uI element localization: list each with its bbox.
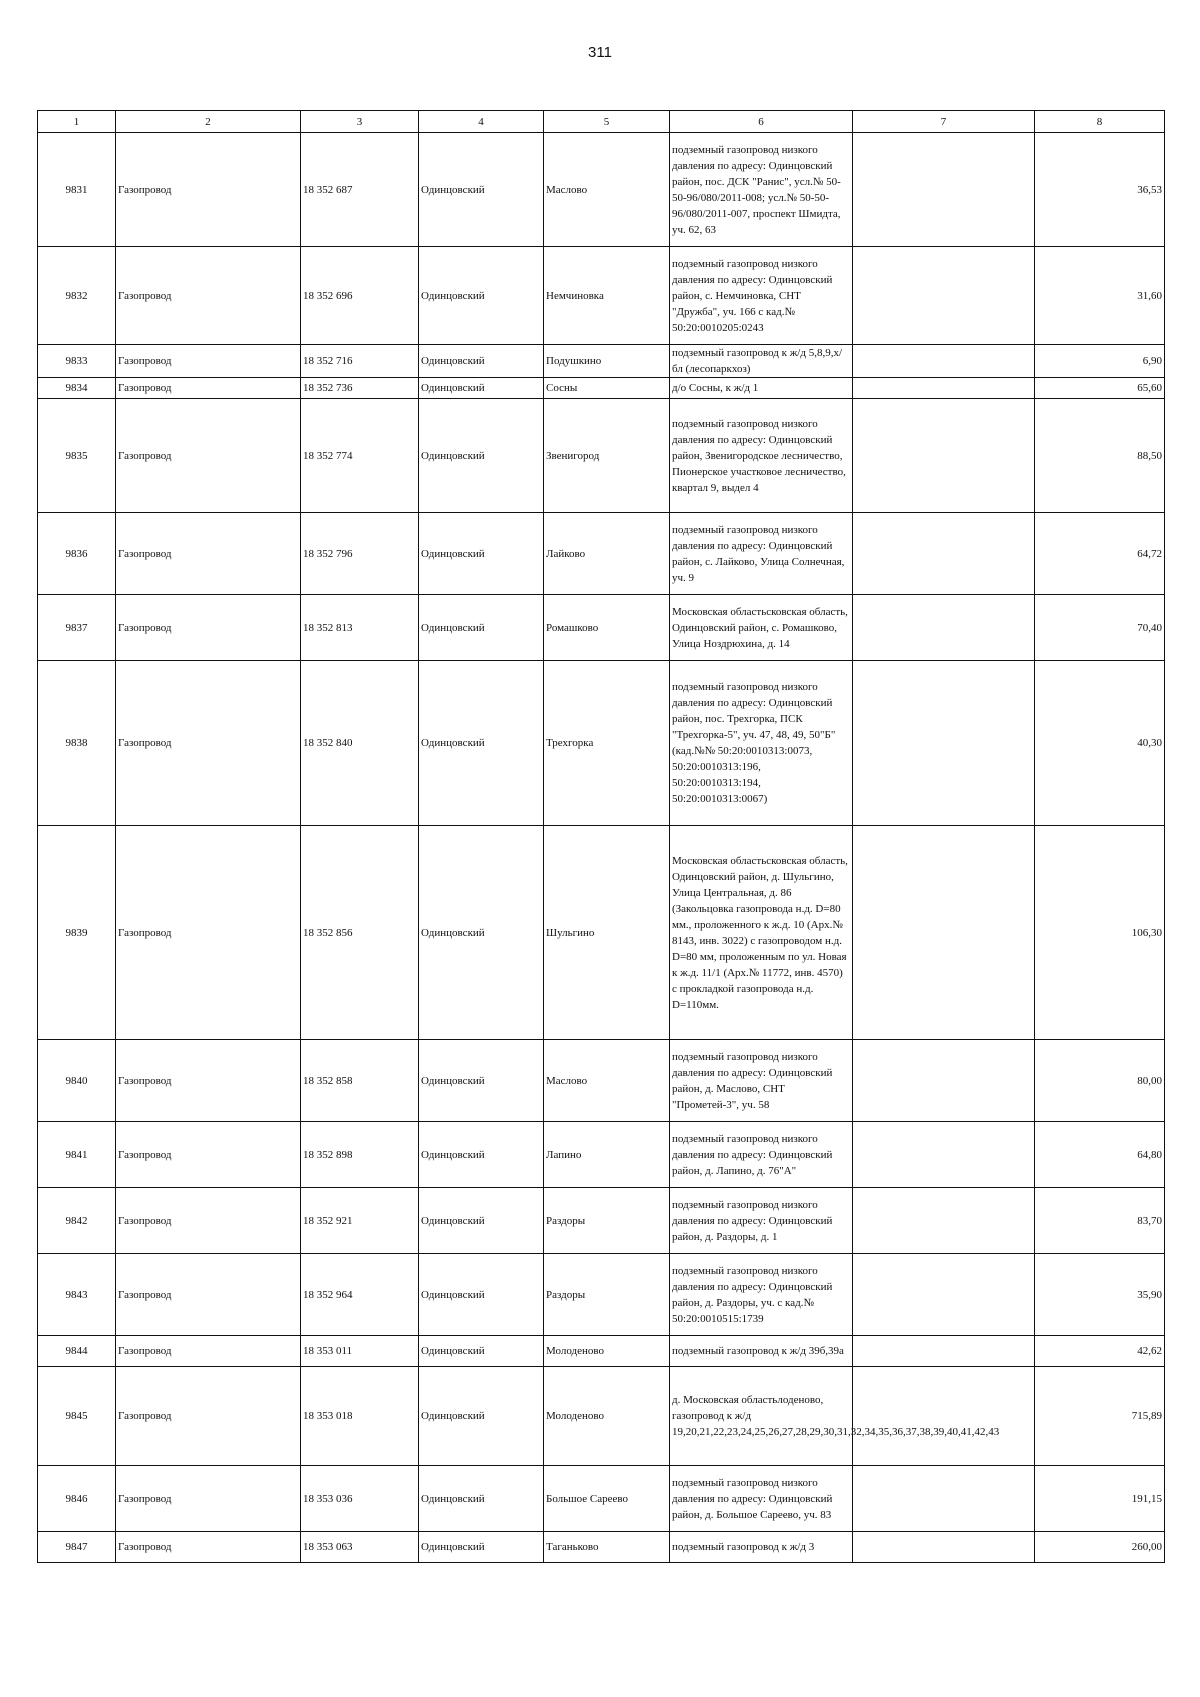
object-name-cell: Газопровод xyxy=(116,513,301,595)
object-name-cell: Газопровод xyxy=(116,826,301,1040)
table-row xyxy=(38,513,1165,595)
inventory-number-cell: 18 352 716 xyxy=(301,345,419,378)
inventory-number-cell: 18 352 858 xyxy=(301,1040,419,1122)
object-name-cell: Газопровод xyxy=(116,1122,301,1188)
object-name-cell: Газопровод xyxy=(116,1532,301,1563)
district-cell: Одинцовский xyxy=(419,1254,544,1336)
table-row xyxy=(38,1040,1165,1122)
address-cell: д/о Сосны, к ж/д 1 xyxy=(670,378,853,399)
inventory-number-cell: 18 352 840 xyxy=(301,661,419,826)
locality-cell: Большое Сареево xyxy=(544,1466,670,1532)
object-name-cell: Газопровод xyxy=(116,247,301,345)
district-cell: Одинцовский xyxy=(419,1188,544,1254)
table-row xyxy=(38,1122,1165,1188)
address-cell: подземный газопровод низкого давления по адресу: Одинцовский район, д. Раздоры, д. 1 xyxy=(670,1188,853,1254)
row-number-cell: 9836 xyxy=(38,513,116,595)
object-name-cell: Газопровод xyxy=(116,345,301,378)
row-number-cell: 9837 xyxy=(38,595,116,661)
locality-cell: Молоденово xyxy=(544,1336,670,1367)
empty-cell xyxy=(853,247,1035,345)
length-cell: 64,80 xyxy=(1035,1122,1165,1188)
district-cell: Одинцовский xyxy=(419,1122,544,1188)
locality-cell: Молоденово xyxy=(544,1367,670,1466)
inventory-number-cell: 18 352 813 xyxy=(301,595,419,661)
locality-cell: Раздоры xyxy=(544,1254,670,1336)
locality-cell: Звенигород xyxy=(544,399,670,513)
empty-cell xyxy=(853,1254,1035,1336)
locality-cell: Лапино xyxy=(544,1122,670,1188)
empty-cell xyxy=(853,1040,1035,1122)
table-row xyxy=(38,826,1165,1040)
inventory-number-cell: 18 352 856 xyxy=(301,826,419,1040)
length-cell: 65,60 xyxy=(1035,378,1165,399)
address-cell: подземный газопровод низкого давления по адресу: Одинцовский район, д. Раздоры, уч. с кад.№ 50:20:0010515:1739 xyxy=(670,1254,853,1336)
row-number-cell: 9833 xyxy=(38,345,116,378)
address-cell: подземный газопровод к ж/д 5,8,9,х/бл (лесопаркхоз) xyxy=(670,345,853,378)
length-cell: 80,00 xyxy=(1035,1040,1165,1122)
object-name-cell: Газопровод xyxy=(116,1254,301,1336)
table-row xyxy=(38,1466,1165,1532)
gas-pipeline-registry-table xyxy=(37,110,1165,1563)
table-row xyxy=(38,399,1165,513)
inventory-number-cell: 18 352 964 xyxy=(301,1254,419,1336)
inventory-number-cell: 18 353 063 xyxy=(301,1532,419,1563)
inventory-number-cell: 18 353 018 xyxy=(301,1367,419,1466)
address-cell: подземный газопровод низкого давления по адресу: Одинцовский район, с. Лайково, Улица Солнечная, уч. 9 xyxy=(670,513,853,595)
header-cell: 5 xyxy=(544,111,670,133)
district-cell: Одинцовский xyxy=(419,399,544,513)
row-number-cell: 9847 xyxy=(38,1532,116,1563)
inventory-number-cell: 18 352 687 xyxy=(301,133,419,247)
header-cell: 6 xyxy=(670,111,853,133)
locality-cell: Ромашково xyxy=(544,595,670,661)
district-cell: Одинцовский xyxy=(419,513,544,595)
length-cell: 83,70 xyxy=(1035,1188,1165,1254)
empty-cell xyxy=(853,133,1035,247)
row-number-cell: 9843 xyxy=(38,1254,116,1336)
district-cell: Одинцовский xyxy=(419,595,544,661)
length-cell: 106,30 xyxy=(1035,826,1165,1040)
inventory-number-cell: 18 352 796 xyxy=(301,513,419,595)
locality-cell: Трехгорка xyxy=(544,661,670,826)
empty-cell xyxy=(853,826,1035,1040)
table-row xyxy=(38,133,1165,247)
inventory-number-cell: 18 353 036 xyxy=(301,1466,419,1532)
empty-cell xyxy=(853,399,1035,513)
row-number-cell: 9840 xyxy=(38,1040,116,1122)
address-cell: подземный газопровод низкого давления по адресу: Одинцовский район, д. Маслово, СНТ "Прометей-3", уч. 58 xyxy=(670,1040,853,1122)
length-cell: 6,90 xyxy=(1035,345,1165,378)
table-row xyxy=(38,1254,1165,1336)
page-number: 311 xyxy=(588,44,612,61)
inventory-number-cell: 18 352 736 xyxy=(301,378,419,399)
empty-cell xyxy=(853,1367,1035,1466)
inventory-number-cell: 18 352 921 xyxy=(301,1188,419,1254)
district-cell: Одинцовский xyxy=(419,1466,544,1532)
address-cell: подземный газопровод низкого давления по адресу: Одинцовский район, д. Большое Сареево, уч. 83 xyxy=(670,1466,853,1532)
table-row xyxy=(38,378,1165,399)
address-cell: подземный газопровод низкого давления по адресу: Одинцовский район, Звенигородское лесничество, Пионерское участковое лесничество, квартал 9, выдел 4 xyxy=(670,399,853,513)
locality-cell: Подушкино xyxy=(544,345,670,378)
empty-cell xyxy=(853,1188,1035,1254)
district-cell: Одинцовский xyxy=(419,1532,544,1563)
header-cell: 7 xyxy=(853,111,1035,133)
row-number-cell: 9839 xyxy=(38,826,116,1040)
address-cell: подземный газопровод низкого давления по адресу: Одинцовский район, д. Лапино, д. 76"А" xyxy=(670,1122,853,1188)
empty-cell xyxy=(853,1336,1035,1367)
locality-cell: Таганьково xyxy=(544,1532,670,1563)
table-row xyxy=(38,1336,1165,1367)
district-cell: Одинцовский xyxy=(419,661,544,826)
length-cell: 31,60 xyxy=(1035,247,1165,345)
header-cell: 1 xyxy=(38,111,116,133)
object-name-cell: Газопровод xyxy=(116,1040,301,1122)
object-name-cell: Газопровод xyxy=(116,1367,301,1466)
row-number-cell: 9834 xyxy=(38,378,116,399)
length-cell: 36,53 xyxy=(1035,133,1165,247)
address-cell: подземный газопровод низкого давления по адресу: Одинцовский район, пос. ДСК "Ранис", усл.№ 50-50-96/080/2011-008; усл.№ 50-50-96/080/2011-007, проспект Шмидта, уч. 62, 63 xyxy=(670,133,853,247)
object-name-cell: Газопровод xyxy=(116,133,301,247)
table-row xyxy=(38,247,1165,345)
length-cell: 88,50 xyxy=(1035,399,1165,513)
district-cell: Одинцовский xyxy=(419,247,544,345)
table-row xyxy=(38,1367,1165,1466)
inventory-number-cell: 18 352 898 xyxy=(301,1122,419,1188)
row-number-cell: 9842 xyxy=(38,1188,116,1254)
empty-cell xyxy=(853,1532,1035,1563)
table-row xyxy=(38,595,1165,661)
address-cell: Московская областьсковская область, Одинцовский район, д. Шульгино, Улица Центральная, д. 86 (Закольцовка газопровода н.д. D=80 мм., проложенного к ж.д. 10 (Арх.№ 8143, инв. 3022) с газопроводом н.д. D=80 мм, проложенным по ул. Новая к ж.д. 11/1 (Арх.№ 11772, инв. 4570) с прокладкой газопровода н.д. D=110мм. xyxy=(670,826,853,1040)
row-number-cell: 9835 xyxy=(38,399,116,513)
length-cell: 35,90 xyxy=(1035,1254,1165,1336)
district-cell: Одинцовский xyxy=(419,345,544,378)
row-number-cell: 9838 xyxy=(38,661,116,826)
length-cell: 42,62 xyxy=(1035,1336,1165,1367)
address-cell: подземный газопровод низкого давления по адресу: Одинцовский район, с. Немчиновка, СНТ "Дружба", уч. 166 с кад.№ 50:20:0010205:0243 xyxy=(670,247,853,345)
header-cell: 4 xyxy=(419,111,544,133)
inventory-number-cell: 18 352 774 xyxy=(301,399,419,513)
district-cell: Одинцовский xyxy=(419,133,544,247)
header-cell: 3 xyxy=(301,111,419,133)
header-cell: 8 xyxy=(1035,111,1165,133)
inventory-number-cell: 18 352 696 xyxy=(301,247,419,345)
header-cell: 2 xyxy=(116,111,301,133)
locality-cell: Маслово xyxy=(544,133,670,247)
length-cell: 40,30 xyxy=(1035,661,1165,826)
locality-cell: Лайково xyxy=(544,513,670,595)
row-number-cell: 9845 xyxy=(38,1367,116,1466)
address-cell: подземный газопровод низкого давления по адресу: Одинцовский район, пос. Трехгорка, ПСК "Трехгорка-5", уч. 47, 48, 49, 50"Б" (кад.№№ 50:20:0010313:0073, 50:20:0010313:196, 50:20:0010313:194, 50:20:0010313:0067) xyxy=(670,661,853,826)
length-cell: 191,15 xyxy=(1035,1466,1165,1532)
address-cell: Московская областьсковская область, Одинцовский район, с. Ромашково, Улица Ноздрюхина, д. 14 xyxy=(670,595,853,661)
object-name-cell: Газопровод xyxy=(116,661,301,826)
district-cell: Одинцовский xyxy=(419,378,544,399)
header-row xyxy=(38,111,1165,133)
table-row xyxy=(38,1532,1165,1563)
object-name-cell: Газопровод xyxy=(116,399,301,513)
locality-cell: Маслово xyxy=(544,1040,670,1122)
object-name-cell: Газопровод xyxy=(116,378,301,399)
address-cell: подземный газопровод к ж/д 39б,39а xyxy=(670,1336,853,1367)
length-cell: 260,00 xyxy=(1035,1532,1165,1563)
locality-cell: Шульгино xyxy=(544,826,670,1040)
empty-cell xyxy=(853,378,1035,399)
object-name-cell: Газопровод xyxy=(116,1466,301,1532)
table-row xyxy=(38,345,1165,378)
inventory-number-cell: 18 353 011 xyxy=(301,1336,419,1367)
district-cell: Одинцовский xyxy=(419,1336,544,1367)
row-number-cell: 9831 xyxy=(38,133,116,247)
object-name-cell: Газопровод xyxy=(116,1336,301,1367)
table-row xyxy=(38,661,1165,826)
locality-cell: Немчиновка xyxy=(544,247,670,345)
locality-cell: Сосны xyxy=(544,378,670,399)
table-row xyxy=(38,1188,1165,1254)
length-cell: 715,89 xyxy=(1035,1367,1165,1466)
object-name-cell: Газопровод xyxy=(116,1188,301,1254)
address-cell: подземный газопровод к ж/д 3 xyxy=(670,1532,853,1563)
object-name-cell: Газопровод xyxy=(116,595,301,661)
row-number-cell: 9844 xyxy=(38,1336,116,1367)
empty-cell xyxy=(853,661,1035,826)
district-cell: Одинцовский xyxy=(419,826,544,1040)
empty-cell xyxy=(853,513,1035,595)
empty-cell xyxy=(853,595,1035,661)
row-number-cell: 9841 xyxy=(38,1122,116,1188)
locality-cell: Раздоры xyxy=(544,1188,670,1254)
row-number-cell: 9846 xyxy=(38,1466,116,1532)
empty-cell xyxy=(853,1122,1035,1188)
district-cell: Одинцовский xyxy=(419,1040,544,1122)
row-number-cell: 9832 xyxy=(38,247,116,345)
address-cell: д. Московская областьлоденово, газопровод к ж/д 19,20,21,22,23,24,25,26,27,28,29,30,31,32,34,35,36,37,38,39,40,41,42,43 xyxy=(670,1367,853,1466)
length-cell: 64,72 xyxy=(1035,513,1165,595)
length-cell: 70,40 xyxy=(1035,595,1165,661)
empty-cell xyxy=(853,345,1035,378)
empty-cell xyxy=(853,1466,1035,1532)
district-cell: Одинцовский xyxy=(419,1367,544,1466)
